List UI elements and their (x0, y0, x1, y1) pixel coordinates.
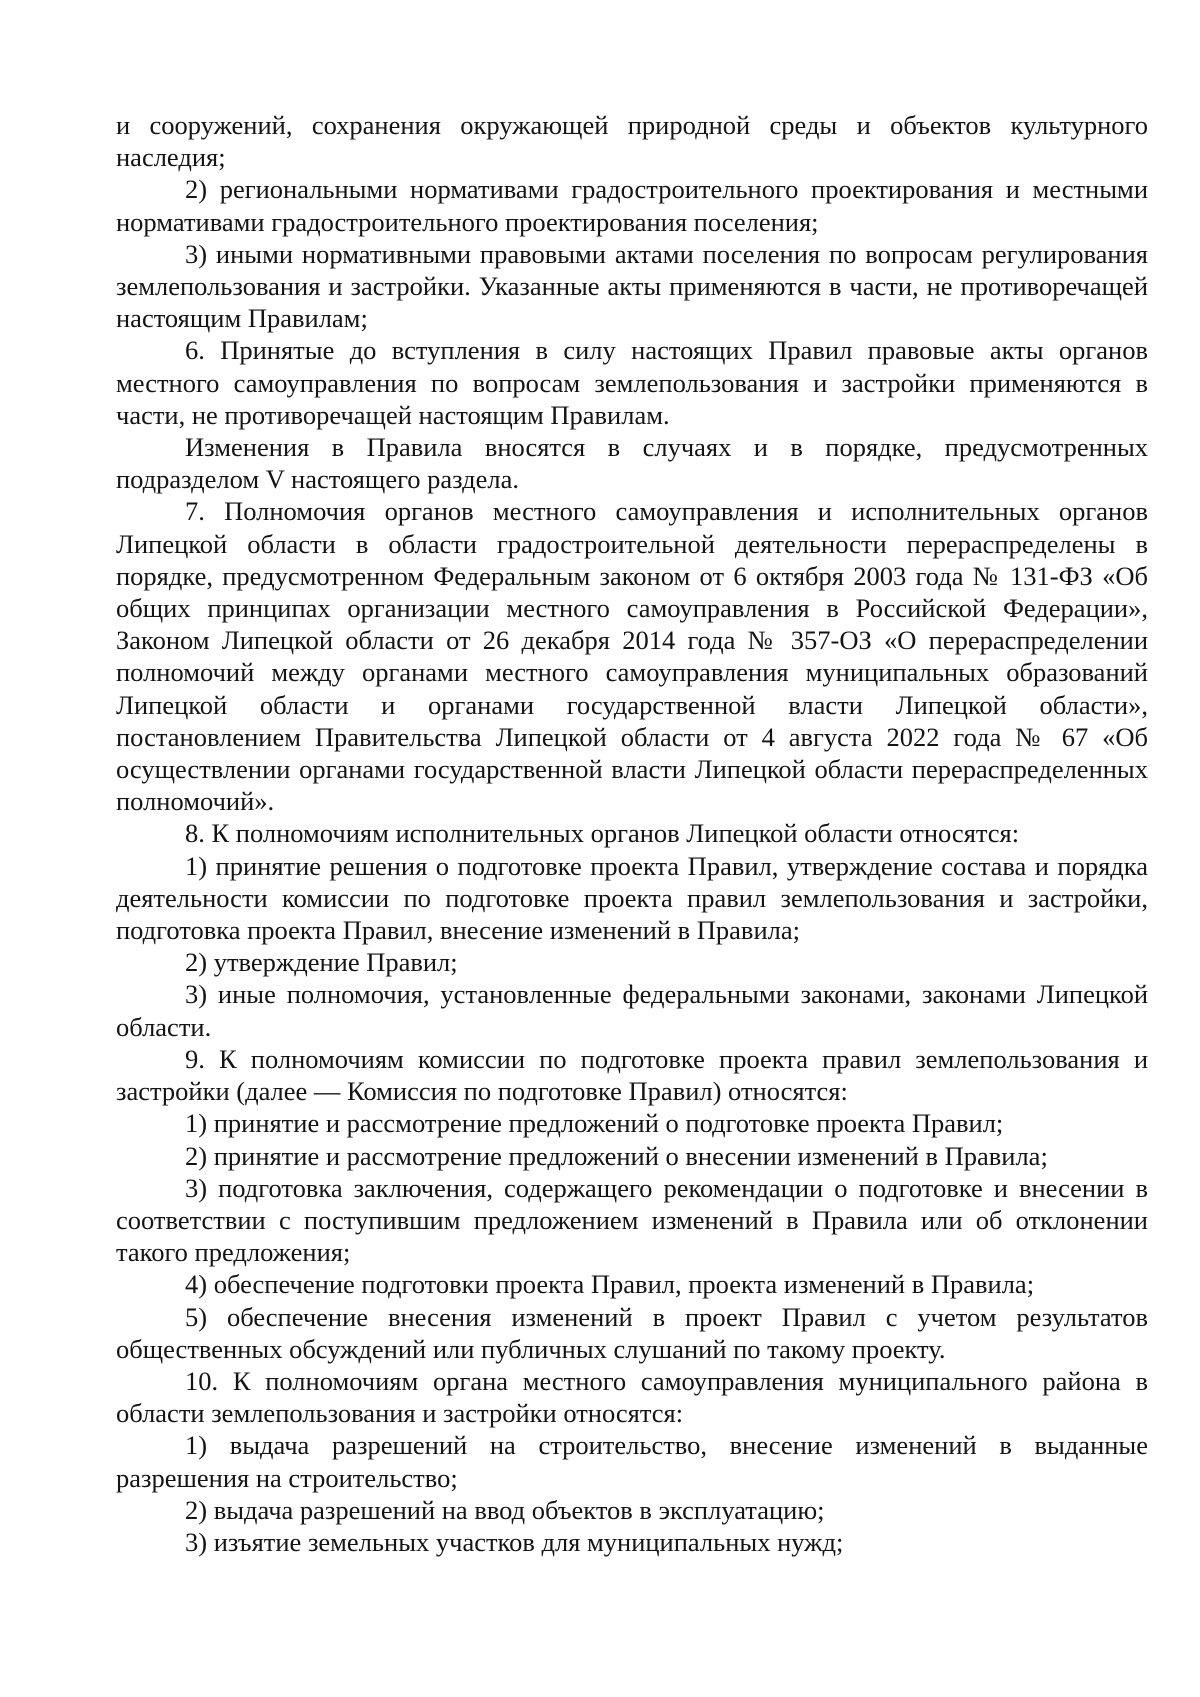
paragraph-continuation: и сооружений, сохранения окружающей природной среды и объектов культурного наследия; (116, 110, 1148, 173)
list-item: 2) принятие и рассмотрение предложений о внесении изменений в Правила; (185, 1140, 1048, 1171)
paragraph-item-10: 10. К полномочиям органа местного самоуправления муниципального района в области землепользования и застройки относятся: (116, 1365, 1148, 1429)
list-item: 3) подготовка заключения, содержащего рекомендации о подготовке и внесении в соответствии с поступившим предложением изменений в Правила или об отклонении такого предложения; (116, 1172, 1148, 1268)
paragraph-item-9: 9. К полномочиям комиссии по подготовке проекта правил землепользования и застройки (далее — Комиссия по подготовке Правил) относятся: (116, 1043, 1148, 1107)
list-item: 1) принятие и рассмотрение предложений о подготовке проекта Правил; (185, 1108, 1004, 1139)
document-page (116, 109, 1148, 1558)
list-item: 1) выдача разрешений на строительство, внесение изменений в выданные разрешения на строительство; (116, 1430, 1148, 1493)
list-item: 3) иные полномочия, установленные федеральными законами, законами Липецкой области. (116, 979, 1148, 1042)
list-item: 4) обеспечение подготовки проекта Правил, проекта изменений в Правила; (185, 1269, 1035, 1300)
paragraph-item-8: 8. К полномочиям исполнительных органов Липецкой области относятся: (185, 818, 1020, 849)
list-item: 2) утверждение Правил; (185, 947, 458, 978)
list-item: 5) обеспечение внесения изменений в проект Правил с учетом результатов общественных обсуждений или публичных слушаний по такому проекту. (116, 1301, 1148, 1364)
paragraph-item-6: 6. Принятые до вступления в силу настоящих Правил правовые акты органов местного самоуправления по вопросам землепользования и застройки применяются в части, не противоречащей настоящим Правилам. (116, 335, 1148, 430)
list-item: 3) изъятие земельных участков для муниципальных нужд; (185, 1526, 844, 1557)
paragraph: Изменения в Правила вносятся в случаях и в порядке, предусмотренных подразделом V настоящего раздела. (116, 432, 1148, 495)
paragraph-item-7: 7. Полномочия органов местного самоуправления и исполнительных органов Липецкой области в области градостроительной деятельности перераспределены в порядке, предусмотренном Федеральным законом от 6 октября 2003 года № 131-ФЗ «Об общих принципах организации местного самоуправления в Российской Федерации», Законом Липецкой области от 26 декабря 2014 года № 357-ОЗ «О перераспределении полномочий между органами местного самоуправления муниципальных образований Липецкой области и органами государственной власти Липецкой области», постановлением Правительства Липецкой области от 4 августа 2022 года № 67 «Об осуществлении органами государственной власти Липецкой области перераспределенных полномочий». (116, 496, 1148, 817)
list-item: 1) принятие решения о подготовке проекта Правил, утверждение состава и порядка деятельности комиссии по подготовке проекта правил землепользования и застройки, подготовка проекта Правил, внесение изменений в Правила; (116, 850, 1148, 946)
list-item: 3) иными нормативными правовыми актами поселения по вопросам регулирования землепользования и застройки. Указанные акты применяются в части, не противоречащей настоящим Правилам; (116, 238, 1148, 334)
list-item: 2) региональными нормативами градостроительного проектирования и местными нормативами градостроительного проектирования поселения; (116, 174, 1148, 237)
list-item: 2) выдача разрешений на ввод объектов в эксплуатацию; (185, 1494, 825, 1525)
